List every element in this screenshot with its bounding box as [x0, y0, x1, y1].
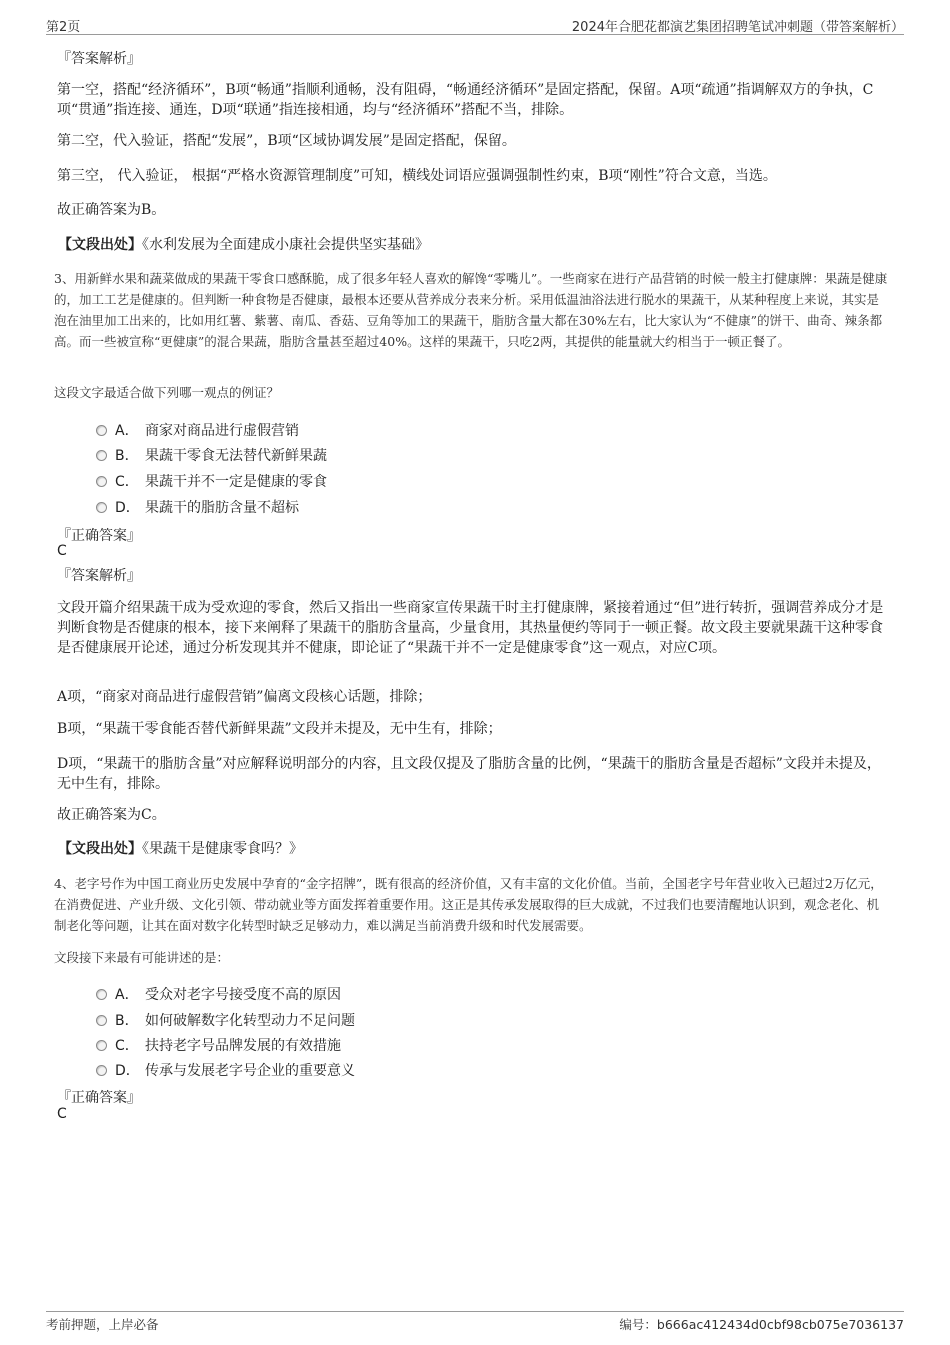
- option-text: 扶持老字号品牌发展的有效措施: [145, 1038, 341, 1054]
- analysis-label: 『答案解析』: [57, 51, 141, 67]
- option-letter: B．: [115, 1013, 139, 1029]
- page-footer: [46, 1311, 904, 1332]
- option-text: 受众对老字号接受度不高的原因: [145, 987, 341, 1003]
- radio-button[interactable]: [96, 476, 107, 487]
- option-letter: D．: [115, 1063, 140, 1079]
- source-title: 《果蔬干是健康零食吗？》: [142, 841, 303, 857]
- option-letter: C．: [115, 1038, 139, 1054]
- correct-answer-label: 『正确答案』: [57, 1090, 141, 1106]
- footer-slogan: 考前押题，上岸必备: [46, 1317, 159, 1332]
- option-letter: A．: [115, 423, 139, 439]
- analysis-paragraph: B项，“果蔬干零食能否替代新鲜果蔬”文段并未提及，无中生有，排除；: [57, 721, 502, 737]
- option-text: 果蔬干并不一定是健康的零食: [145, 474, 327, 490]
- option-text: 传承与发展老字号企业的重要意义: [145, 1063, 355, 1079]
- radio-button[interactable]: [96, 989, 107, 1000]
- page-number: 第2页: [46, 20, 81, 35]
- document-code: 编号：b666ac412434d0cbf98cb075e7036137: [619, 1317, 904, 1332]
- page-header: [46, 14, 904, 35]
- analysis-paragraph: 故正确答案为B。: [57, 202, 166, 218]
- source-title: 《水利发展为全面建成小康社会提供坚实基础》: [142, 237, 429, 253]
- question-stem: 3、用新鲜水果和蔬菜做成的果蔬干零食口感酥脆，成了很多年轻人喜欢的解馋“零嘴儿”。一些商家在进行产品营销的时候一般主打健康牌：果蔬是健康的，加工工艺是健康的。但判断一种食物是否健康，最根本还要从营养成分表来分析。采用低温油浴法进行脱水的果蔬干，从某种程度上来说，其实是泡在油里加工出来的，比如用红薯、紫薯、南瓜、香菇、豆角等加工的果蔬干，脂肪含量大都在30%左右，比大家认为“不健康”的饼干、曲奇、辣条都高。而一些被宣称“更健康”的混合果蔬，脂肪含量甚至超过40%。这样的果蔬干，只吃2两，其提供的能量就大约相当于一顿正餐了。: [54, 271, 888, 349]
- question-stem: 4、老字号作为中国工商业历史发展中孕育的“金字招牌”，既有很高的经济价值，又有丰富的文化价值。当前，全国老字号年营业收入已超过2万亿元，在消费促进、产业升级、文化引领、带动就业等方面发挥着重要作用。这正是其传承发展取得的巨大成就，不过我们也要清醒地认识到，观念老化、机制老化等问题，让其在面对数字化转型时缺乏足够动力，难以满足当前消费升级和时代发展需要。: [54, 876, 883, 933]
- radio-button[interactable]: [96, 450, 107, 461]
- question-prompt: 这段文字最适合做下列哪一观点的例证？: [54, 385, 280, 400]
- correct-answer: C: [57, 543, 67, 559]
- option-text: 商家对商品进行虚假营销: [145, 423, 299, 439]
- option-letter: A．: [115, 987, 139, 1003]
- analysis-paragraph: 第三空， 代入验证， 根据“严格水资源管理制度”可知，横线处词语应强调强制性约束，B项“刚性”符合文意，当选。: [57, 168, 777, 184]
- option-text: 如何破解数字化转型动力不足问题: [145, 1013, 355, 1029]
- analysis-paragraph: 第二空，代入验证，搭配“发展”，B项“区域协调发展”是固定搭配，保留。: [57, 133, 516, 149]
- analysis-paragraph: 第一空，搭配“经济循环”，B项“畅通”指顺利通畅，没有阻碍，“畅通经济循环”是固定搭配，保留。A项“疏通”指调解双方的争执，C项“贯通”指连接、通连，D项“联通”指连接相通，均与“经济循环”搭配不当，排除。: [57, 82, 874, 118]
- analysis-paragraph: 文段开篇介绍果蔬干成为受欢迎的零食，然后又指出一些商家宣传果蔬干时主打健康牌，紧接着通过“但”进行转折，强调营养成分才是判断食物是否健康的根本，接下来阐释了果蔬干的脂肪含量高，少量食用，其热量便约等同于一顿正餐。故文段主要就果蔬干这种零食是否健康展开论述，通过分析发现其并不健康，即论证了“果蔬干并不一定是健康零食”这一观点，对应C项。: [57, 600, 884, 656]
- radio-button[interactable]: [96, 425, 107, 436]
- correct-answer: C: [57, 1106, 67, 1122]
- option-letter: D．: [115, 500, 140, 516]
- analysis-label: 『答案解析』: [57, 568, 141, 584]
- radio-button[interactable]: [96, 502, 107, 513]
- radio-button[interactable]: [96, 1065, 107, 1076]
- document-title: 2024年合肥花都演艺集团招聘笔试冲刺题（带答案解析）: [571, 20, 904, 35]
- correct-answer-label: 『正确答案』: [57, 528, 141, 544]
- radio-button[interactable]: [96, 1040, 107, 1051]
- question-prompt: 文段接下来最有可能讲述的是：: [54, 950, 230, 965]
- analysis-paragraph: A项，“商家对商品进行虚假营销”偏离文段核心话题，排除；: [57, 689, 432, 705]
- radio-button[interactable]: [96, 1015, 107, 1026]
- source-label: 【文段出处】: [58, 237, 142, 253]
- option-text: 果蔬干零食无法替代新鲜果蔬: [145, 448, 327, 464]
- analysis-paragraph: D项，“果蔬干的脂肪含量”对应解释说明部分的内容，且文段仅提及了脂肪含量的比例，“果蔬干的脂肪含量是否超标”文段并未提及，无中生有，排除。: [57, 756, 881, 792]
- source-label: 【文段出处】: [58, 841, 142, 857]
- source-line: [58, 234, 429, 254]
- option-letter: C．: [115, 474, 139, 490]
- analysis-paragraph: 故正确答案为C。: [57, 807, 166, 823]
- source-line: [58, 838, 303, 858]
- option-letter: B．: [115, 448, 139, 464]
- option-text: 果蔬干的脂肪含量不超标: [145, 500, 299, 516]
